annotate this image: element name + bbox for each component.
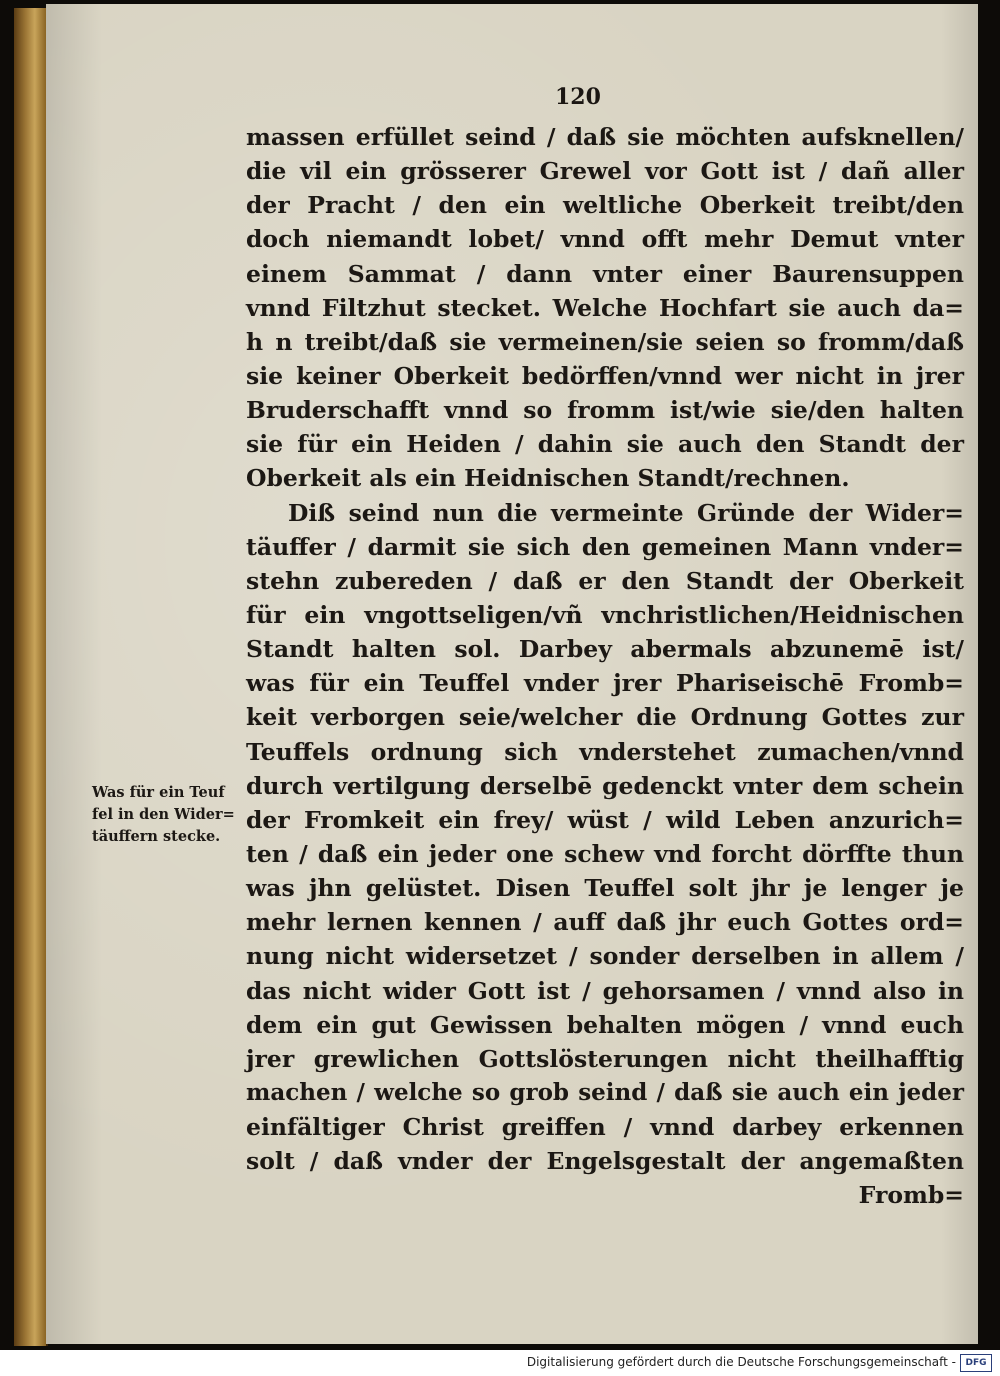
text-line: der Fromkeit ein frey/ wüst / wild Leben anzurich= bbox=[246, 805, 964, 834]
text-line: solt / daß vnder der Engelsgestalt der angemaßten bbox=[246, 1147, 964, 1176]
body-text bbox=[246, 120, 964, 1213]
text-line: Teuffels ordnung sich vnderstehet zumachen/vnnd bbox=[246, 737, 964, 766]
text-line: Standt halten sol. Darbey abermals abzunemē ist/ bbox=[246, 635, 964, 664]
text-line: täuffer / darmit sie sich den gemeinen Mann vnder= bbox=[246, 532, 964, 561]
footer-bar bbox=[0, 1350, 1000, 1376]
page-number: 120 bbox=[555, 84, 601, 110]
text-line: stehn zubereden / daß er den Standt der Oberkeit bbox=[246, 566, 964, 595]
text-line: Diß seind nun die vermeinte Gründe der Wider= bbox=[288, 498, 964, 527]
text-line: der Pracht / den ein weltliche Oberkeit treibt/den bbox=[246, 191, 964, 220]
text-line: doch niemandt lobet/ vnnd offt mehr Demut vnter bbox=[246, 225, 964, 254]
text-line: Oberkeit als ein Heidnischen Standt/rechnen. bbox=[246, 464, 850, 493]
text-line: das nicht wider Gott ist / gehorsamen / vnnd also in bbox=[246, 976, 964, 1005]
text-line: machen / welche so grob seind / daß sie auch ein jeder bbox=[246, 1078, 964, 1106]
text-line: Bruderschafft vnnd so fromm ist/wie sie/den halten bbox=[246, 396, 964, 425]
text-line: durch vertilgung derselbē gedenckt vnter dem schein bbox=[246, 771, 964, 800]
text-line: massen erfüllet seind / daß sie möchten aufsknellen/ bbox=[246, 123, 964, 151]
text-line: keit verborgen seie/welcher die Ordnung Gottes zur bbox=[246, 703, 964, 732]
text-line: h n treibt/daß sie vermeinen/sie seien so fromm/daß bbox=[246, 327, 964, 356]
funding-credit: Digitalisierung gefördert durch die Deutsche Forschungsgemeinschaft - bbox=[526, 1355, 956, 1369]
dfg-logo bbox=[960, 1354, 992, 1372]
marginal-note-line: täuffern stecke. bbox=[92, 828, 221, 845]
text-line: sie keiner Oberkeit bedörffen/vnnd wer nicht in jrer bbox=[246, 361, 964, 390]
text-line: jrer grewlichen Gottslösterungen nicht theilhafftig bbox=[246, 1044, 964, 1073]
text-line: für ein vngottseligen/vñ vnchristlichen/Heidnischen bbox=[246, 600, 964, 629]
text-line: dem ein gut Gewissen behalten mögen / vnnd euch bbox=[246, 1010, 964, 1039]
text-line: mehr lernen kennen / auff daß jhr euch Gottes ord= bbox=[246, 908, 964, 937]
text-line: sie für ein Heiden / dahin sie auch den Standt der bbox=[246, 430, 964, 459]
text-line: was für ein Teuffel vnder jrer Phariseischē Fromb= bbox=[246, 669, 964, 698]
text-line: die vil ein grösserer Grewel vor Gott ist / dañ aller bbox=[246, 157, 964, 186]
text-line: einfältiger Christ greiffen / vnnd darbey erkennen bbox=[246, 1113, 964, 1142]
text-line: nung nicht widersetzet / sonder derselben in allem / bbox=[246, 942, 964, 971]
text-line: vnnd Filtzhut stecket. Welche Hochfart sie auch da= bbox=[246, 293, 964, 322]
text-line: was jhn gelüstet. Disen Teuffel solt jhr je lenger je bbox=[246, 874, 964, 903]
text-line: einem Sammat / dann vnter einer Baurensuppen bbox=[246, 259, 964, 288]
marginal-note-line: Was für ein Teuf bbox=[92, 784, 225, 801]
dfg-logo-text: DFG bbox=[965, 1358, 987, 1368]
text-line: ten / daß ein jeder one schew vnd forcht dörffte thun bbox=[246, 839, 964, 868]
catchword: Fromb= bbox=[858, 1181, 964, 1210]
book-page-edges bbox=[14, 8, 48, 1346]
marginal-note-line: fel in den Wider= bbox=[92, 806, 235, 823]
